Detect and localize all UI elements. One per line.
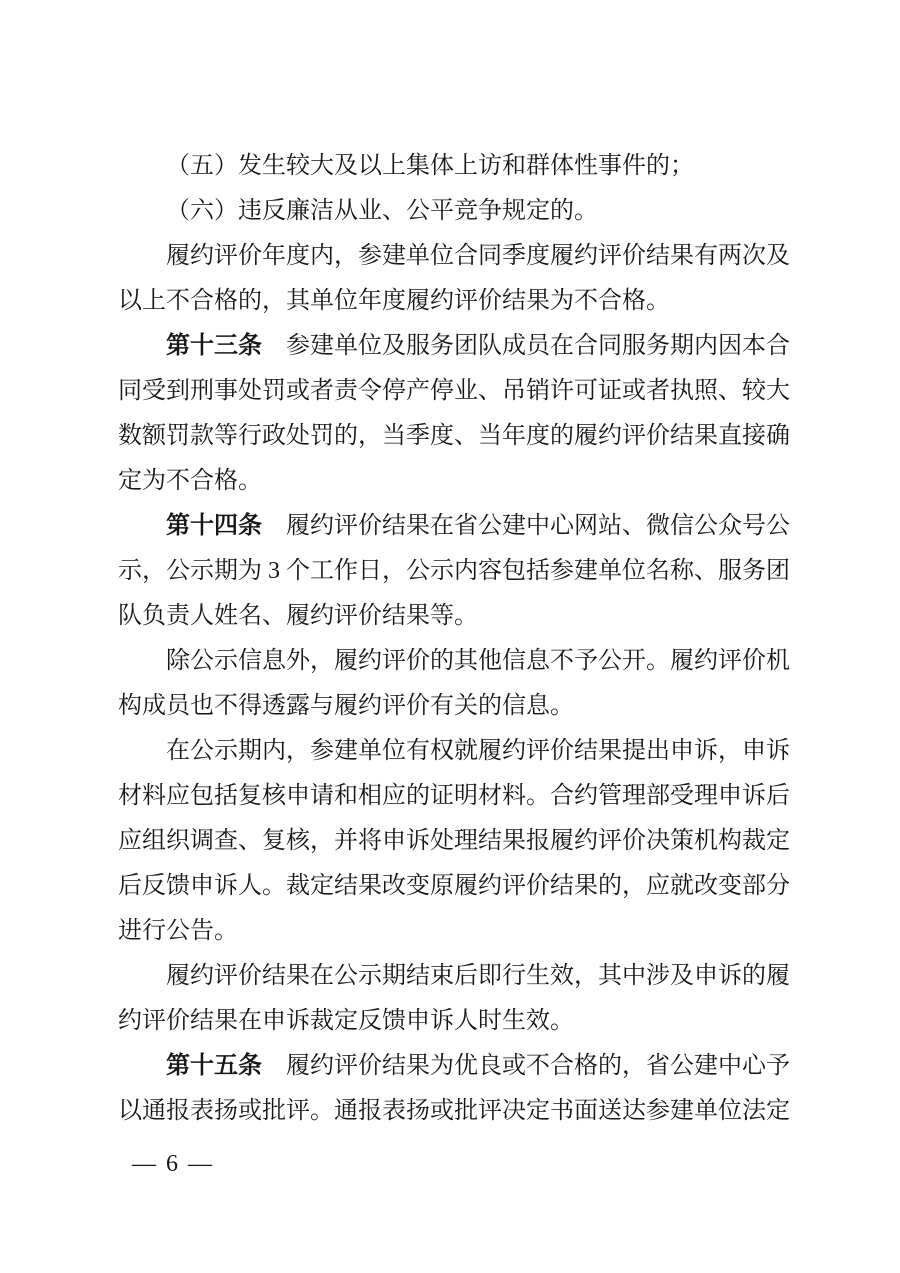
article-number: 第十五条 bbox=[166, 1053, 262, 1079]
article-text: 参建单位及服务团队成员在合同服务期内因本合 bbox=[286, 333, 790, 359]
text-line bbox=[118, 1044, 790, 1089]
article-number: 第十四条 bbox=[166, 513, 262, 539]
article-text: 履约评价结果为优良或不合格的，省公建中心予 bbox=[286, 1053, 790, 1079]
text-line bbox=[118, 504, 790, 549]
text-line: 同受到刑事处罚或者责令停产停业、吊销许可证或者执照、较大 bbox=[118, 378, 790, 404]
text-line: 履约评价年度内，参建单位合同季度履约评价结果有两次及 bbox=[166, 243, 790, 269]
text-line: 以通报表扬或批评。通报表扬或批评决定书面送达参建单位法定 bbox=[118, 1098, 790, 1124]
text-line: 定为不合格。 bbox=[118, 468, 262, 494]
page-number: — 6 — bbox=[132, 1151, 214, 1177]
text-line: 约评价结果在申诉裁定反馈申诉人时生效。 bbox=[118, 1008, 574, 1034]
text-line: 除公示信息外，履约评价的其他信息不予公开。履约评价机 bbox=[166, 648, 790, 674]
text-line bbox=[118, 324, 790, 369]
article-number: 第十三条 bbox=[166, 333, 262, 359]
text-line: （五）发生较大及以上集体上访和群体性事件的； bbox=[166, 153, 694, 179]
text-line: 构成员也不得透露与履约评价有关的信息。 bbox=[118, 693, 574, 719]
text-line: 后反馈申诉人。裁定结果改变原履约评价结果的，应就改变部分 bbox=[118, 873, 790, 899]
text-line: 示，公示期为 3 个工作日，公示内容包括参建单位名称、服务团 bbox=[118, 558, 790, 584]
text-line: 应组织调查、复核，并将申诉处理结果报履约评价决策机构裁定 bbox=[118, 828, 790, 854]
text-line: 在公示期内，参建单位有权就履约评价结果提出申诉，申诉 bbox=[166, 738, 790, 764]
text-line: 材料应包括复核申请和相应的证明材料。合约管理部受理申诉后 bbox=[118, 783, 790, 809]
article-text: 履约评价结果在省公建中心网站、微信公众号公 bbox=[286, 513, 790, 539]
text-line: 以上不合格的，其单位年度履约评价结果为不合格。 bbox=[118, 288, 670, 314]
text-line: 数额罚款等行政处罚的，当季度、当年度的履约评价结果直接确 bbox=[118, 423, 790, 449]
text-line: 履约评价结果在公示期结束后即行生效，其中涉及申诉的履 bbox=[166, 963, 790, 989]
text-line: （六）违反廉洁从业、公平竞争规定的。 bbox=[166, 198, 598, 224]
text-line: 队负责人姓名、履约评价结果等。 bbox=[118, 603, 478, 629]
text-line: 进行公告。 bbox=[118, 918, 238, 944]
